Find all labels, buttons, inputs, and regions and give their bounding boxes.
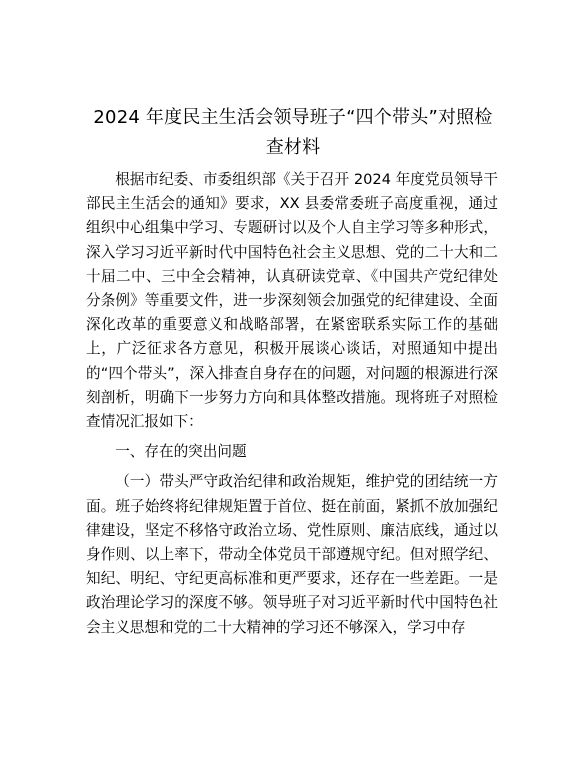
subsection-paragraph: （一）带头严守政治纪律和政治规矩，维护党的团结统一方面。班子始终将纪律规矩置于首位、挺在前面，紧抓不放加强纪律建设，坚定不移恪守政治立场、党性原则、廉洁底线，通过以身作则、以上率下，带动全体党员干部遵规守纪。但对照学纪、知纪、明纪、守纪更高标准和更严要求，还存在一些差距。一是政治理论学习的深度不够。领导班子对习近平新时代中国特色社会主义思想和党的二十大精神的学习还不够深入，学习中存 bbox=[86, 473, 498, 636]
intro-paragraph: 根据市纪委、市委组织部《关于召开 2024 年度党员领导干部民主生活会的通知》要求，XX 县委常委班子高度重视，通过组织中心组集中学习、专题研讨以及个人自主学习等多种形式，深入学习习近平新时代中国特色社会主义思想、党的二十大和二十届二中、三中全会精神，认真研读党章、《中国共产党纪律处分条例》等重要文件，进一步深刻领会加强党的纪律建设、全面深化改革的重要意义和战略部署，在紧密联系实际工作的基础上，广泛征求各方意见，积极开展谈心谈话，对照通知中提出的“四个带头”，深入排查自身存在的问题，对问题的根源进行深刻剖析，明确下一步努力方向和具体整改措施。现将班子对照检查情况汇报如下： bbox=[86, 171, 498, 431]
document-title: 2024 年度民主生活会领导班子“四个带头”对照检查材料 bbox=[93, 107, 493, 158]
section-heading: 一、存在的突出问题 bbox=[115, 443, 247, 461]
document-body bbox=[86, 168, 498, 640]
